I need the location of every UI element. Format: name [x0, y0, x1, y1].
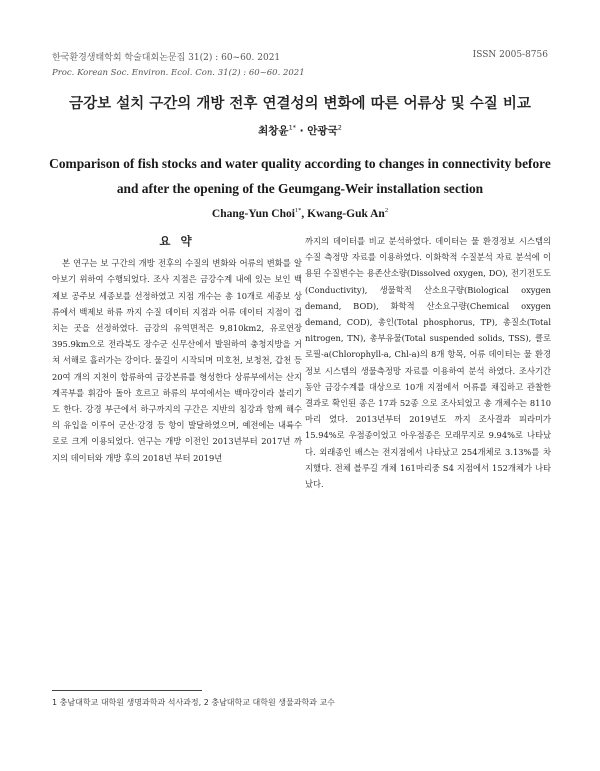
- author-separator-en: ,: [301, 207, 308, 220]
- journal-citation-en: Proc. Korean Soc. Environ. Ecol. Con. 31(2) : 60~60. 2021: [52, 68, 305, 78]
- author-1-en-affil: 1*: [294, 207, 302, 214]
- footnote-divider: [52, 690, 202, 691]
- authors-korean: [0, 123, 600, 138]
- running-header: [52, 50, 548, 78]
- author-2-en-affil: 2: [384, 207, 389, 214]
- author-2-ko-affil: 2: [337, 123, 342, 132]
- issn: ISSN 2005-8756: [472, 50, 548, 60]
- abstract-heading: 요 약: [159, 234, 195, 248]
- author-2-en: Kwang-Guk An: [307, 207, 385, 220]
- author-2-ko: 안광국: [307, 125, 338, 137]
- author-1-en: Chang-Yun Choi: [211, 207, 295, 220]
- abstract-column-left: [52, 233, 302, 466]
- affiliation-footnote: 1 충남대학교 대학원 생명과학과 석사과정, 2 충남대학교 대학원 생물과학과 교수: [52, 698, 335, 707]
- abstract-column-right: [305, 233, 551, 492]
- authors-english: [0, 207, 600, 220]
- author-1-ko: 최창윤: [258, 125, 289, 137]
- author-1-ko-affil: 1*: [288, 123, 296, 132]
- journal-citation-ko: 한국환경생태학회 학술대회논문집 31(2) : 60~60. 2021: [52, 53, 281, 63]
- author-separator-ko: ·: [295, 125, 308, 137]
- abstract-text-right: 까지의 데이터를 비교 분석하였다. 데이터는 물 환경정보 시스템의 수질 측정망 자료를 이용하였다. 이화학적 수질분석 자료 분석에 이용된 수질변수는 용존산소량(Dissolved oxygen, DO), 전기전도도(Conductivity), 생물학적 산소요구량(Biological oxygen demand, BOD), 화학적 산소요구량(Chemical oxygen demand, COD), 총인(Total phosphorus, TP), 총질소(Total nitrogen, TN), 총부유물(Total suspended solids, TSS), 클로로필-a(Chlorophyll-a, Chl-a)의 8개 항목, 어류 데이터는 물 환경정보 시스템의 생물측정망 자료를 이용하여 분석 하였다. 조사기간 동안 금강수계를 대상으로 10개 지점에서 어류를 채집하고 관찰한 결과로 확인된 종은 17과 52종 으로 조사되었고 총 개체수는 8110마리 였다. 2013년부터 2019년도 까지 조사결과 피라미가 15.94%로 우점종이었고 아우점종은 모래무지로 9.94%로 나타났다. 외래종인 배스는 전지점에서 나타났고 254개체로 3.13%를 차지했다. 전체 블루길 개체 161마리중 S4 지점에서 152개체가 나타났다.: [305, 236, 551, 490]
- title-korean: 금강보 설치 구간의 개방 전후 연결성의 변화에 따른 어류상 및 수질 비교: [69, 96, 531, 112]
- abstract-text-left: 본 연구는 보 구간의 개방 전후의 수질의 변화와 어류의 변화를 알아보기 위하여 수행되었다. 조사 지점은 금강수계 내에 있는 보인 백제보 공주보 세종보를 선정하였고 지점 개수는 총 10개로 세종보 상류에서 백제보 하류 까지 수질 데이터 지점과 어류 데이터 지점이 겹치는 곳을 선정하였다. 금강의 유역면적은 9,810km2, 유로연장 395.9km으로 전라북도 장수군 신무산에서 발원하여 충청지방을 거쳐 서해로 흘러가는 강이다. 물길이 시작되며 미호천, 보청천, 갑천 등 20여 개의 지천이 합류하여 금강본류를 형성한다 상류부에서는 산지 계곡부를 휘감아 돌아 흐르고 하류의 부여에서는 백마강이라 불리기도 한다. 강경 부근에서 하구까지의 구간은 지반의 침강과 함께 해수의 유입을 이루어 군산·강경 등 항이 발달하였으며, 예전에는 내륙수로로 크게 이용되었다. 연구는 개방 이전인 2013년부터 2017년 까지의 데이터와 개방 후의 2018년 부터 2019년: [52, 258, 302, 463]
- title-english: Comparison of fish stocks and water quality according to changes in connectivity before and after the opening of the Geumgang-Weir installation section: [49, 156, 551, 196]
